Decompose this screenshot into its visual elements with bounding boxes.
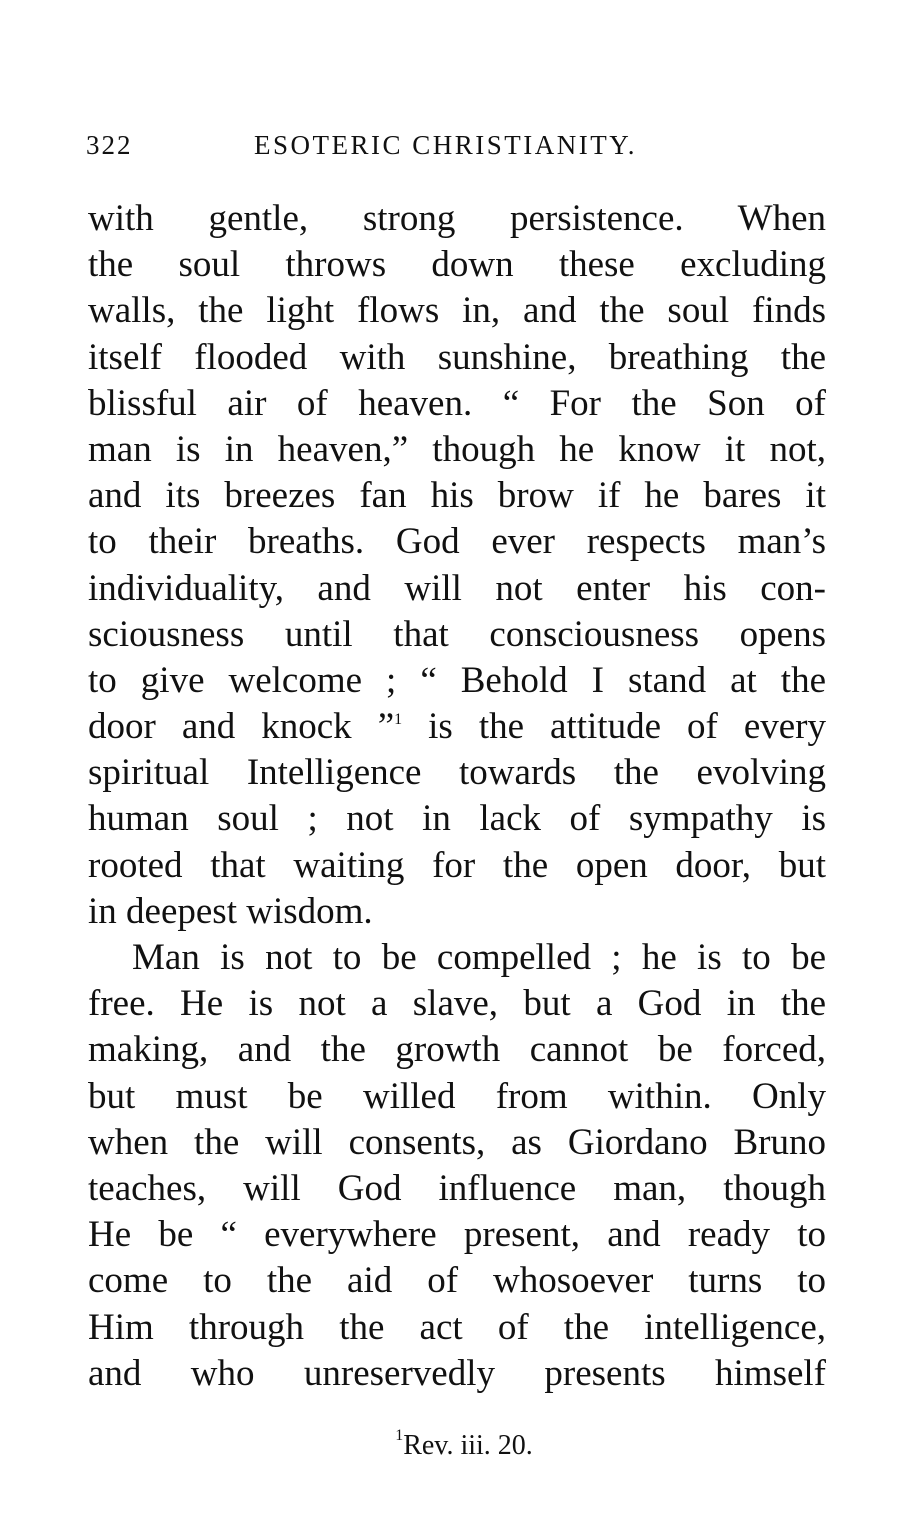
text-line: when the will consents, as Giordano Bruno [88,1121,826,1163]
text-line: free. He is not a slave, but a God in the [88,983,826,1025]
text-line: to their breaths. God ever respects man’s [88,521,826,563]
text-line: come to the aid of whosoever turns to [88,1260,826,1302]
footnote-marker: 1 [395,1427,404,1444]
text-line: Man is not to be compelled ; he is to be [132,937,826,978]
running-head [86,130,826,170]
text-line: rooted that waiting for the open door, but [88,844,826,886]
text-line: itself flooded with sunshine, breathing the [88,336,826,378]
text-line: but must be willed from within. Only [88,1075,826,1117]
footnote-reference: 1 [394,711,403,729]
body-text [88,196,826,1397]
line-fragment: door and knock ” [88,706,395,748]
footnote [0,1427,900,1462]
line-fragment: is the attitude of every [428,706,827,748]
text-line: with gentle, strong persistence. When [88,198,826,239]
page-number: 322 [86,130,133,160]
text-line: He be “ everywhere present, and ready to [88,1214,826,1256]
footnote-text: Rev. iii. 20. [403,1430,533,1461]
text-line: walls, the light flows in, and the soul finds [88,290,826,332]
book-title: ESOTERIC CHRISTIANITY. [254,130,638,160]
text-line: in deepest wisdom. [88,890,373,932]
text-line: and who unreservedly presents himself [88,1352,826,1394]
text-line: to give welcome ; “ Behold I stand at the [88,659,826,701]
text-line: sciousness until that consciousness opens [88,613,826,655]
text-line: blissful air of heaven. “ For the Son of [88,382,826,424]
text-line-with-footnote [88,704,826,750]
text-line: Him through the act of the intelligence, [88,1306,826,1348]
text-line: individuality, and will not enter his con- [88,567,826,609]
text-line: spiritual Intelligence towards the evolving [88,752,826,794]
text-line: making, and the growth cannot be forced, [88,1029,826,1071]
text-line: teaches, will God influence man, though [88,1167,826,1209]
text-line: and its breezes fan his brow if he bares it [88,475,826,517]
text-line: human soul ; not in lack of sympathy is [88,798,826,840]
text-line: the soul throws down these excluding [88,244,826,286]
text-line: man is in heaven,” though he know it not, [88,428,826,470]
